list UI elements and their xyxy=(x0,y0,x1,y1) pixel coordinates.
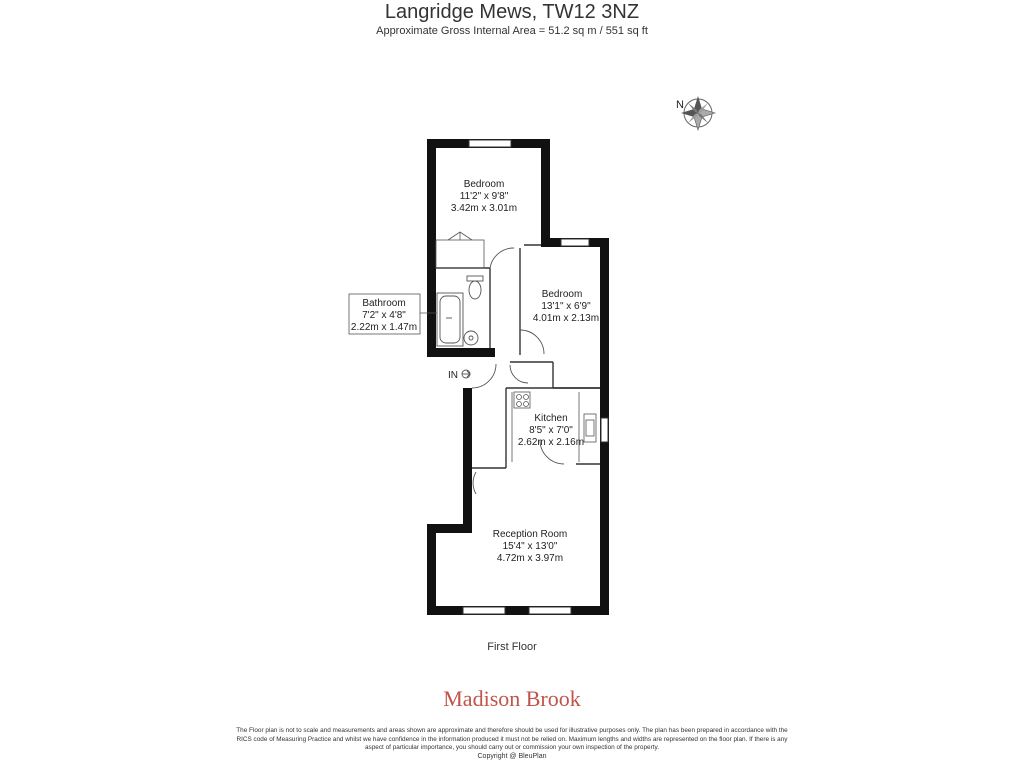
svg-text:Bedroom: Bedroom xyxy=(463,179,505,190)
svg-text:2.62m x 2.16m: 2.62m x 2.16m xyxy=(517,437,585,448)
toilet-icon xyxy=(467,276,483,299)
svg-text:2.22m x 1.47m: 2.22m x 1.47m xyxy=(350,322,418,333)
room-label-kitchen xyxy=(518,413,584,448)
kitchen-sink-icon xyxy=(584,414,596,442)
brand-logo: Madison Brook xyxy=(443,686,581,711)
disclaimer-text: The Floor plan is not to scale and measurements and areas shown are approximate and therefore should be used for illustrative purposes only. The plan has been prepared in accordance with the RICS code of Measuring Practice and whilst we have confidence in the information produced it must not be relied on. Maximum lengths and widths are represented on the floor plan. If there is any aspect of particular importance, you should carry out or commission your own inspection of the property. xyxy=(236,727,788,752)
svg-text:Kitchen: Kitchen xyxy=(534,413,568,424)
sink-icon xyxy=(464,331,478,345)
svg-text:11'2" x 9'8": 11'2" x 9'8" xyxy=(459,191,509,202)
svg-text:Bathroom: Bathroom xyxy=(362,298,406,309)
svg-text:3.42m x 3.01m: 3.42m x 3.01m xyxy=(450,203,518,214)
bath-icon xyxy=(437,293,463,346)
svg-text:4.01m x 2.13m: 4.01m x 2.13m xyxy=(532,313,600,324)
svg-text:8'5" x 7'0": 8'5" x 7'0" xyxy=(529,425,573,436)
svg-text:4.72m x 3.97m: 4.72m x 3.97m xyxy=(496,553,564,564)
floor-label: First Floor xyxy=(487,641,537,653)
wardrobe xyxy=(436,232,484,268)
area-subtitle: Approximate Gross Internal Area = 51.2 sq m / 551 sq ft xyxy=(376,25,648,37)
entrance-label: IN xyxy=(448,370,458,381)
room-label-reception xyxy=(493,529,567,564)
room-label-bedroom-1 xyxy=(451,179,517,214)
svg-text:7'2" x 4'8": 7'2" x 4'8" xyxy=(362,310,406,321)
compass-north-label: N xyxy=(676,99,684,111)
entrance-arrow-icon xyxy=(462,370,470,378)
copyright-text: Copyright @ BleuPlan xyxy=(477,753,547,760)
compass-icon xyxy=(681,96,715,130)
door-swings xyxy=(472,248,564,494)
svg-text:15'4" x 13'0": 15'4" x 13'0" xyxy=(502,541,558,552)
hob-icon xyxy=(514,392,530,408)
svg-text:Reception Room: Reception Room xyxy=(492,529,568,540)
room-label-bedroom-2 xyxy=(533,289,599,324)
svg-text:Bedroom: Bedroom xyxy=(541,289,583,300)
svg-text:13'1" x 6'9": 13'1" x 6'9" xyxy=(541,301,591,312)
page-title: Langridge Mews, TW12 3NZ xyxy=(384,1,640,23)
